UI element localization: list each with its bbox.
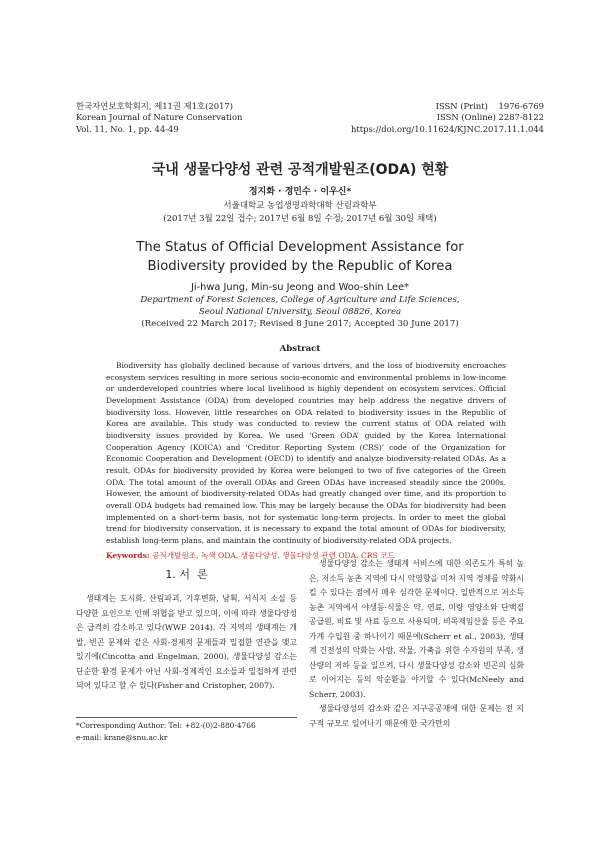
dates-english: (Received 22 March 2017; Revised 8 June 2017; Accepted 30 June 2017) [141, 319, 459, 329]
authors-english: Ji-hwa Jung, Min-su Jeong and Woo-shin Lee* [191, 282, 409, 293]
volume-pages: Vol. 11, No. 1, pp. 44-49 [76, 123, 179, 134]
keywords-label: Keywords: [106, 551, 150, 560]
intro-paragraph-2: 생물다양성 감소는 생태계 서비스에 대한 의존도가 특히 높은, 저소득 농촌 지역에 다시 악영향을 미쳐 지역 경제를 약화시킬 수 있다는 점에서 매우 심각한 문제이다. 일반적으로 저소득 농촌 지역에서 야생동·식물은 약, 연료, 미량 영양소와 단백질 공급원, 비료 및 사료 등으로 사용되며, 비목재임산물 등은 주요 가계 수입원 중 하나이기 때문에(Scherr et al., 2003), 생태계 건전성의 악화는 사람, 작물, 가축을 위한 수자원의 부족, 생산량의 저하 등을 일으켜, 다시 생물다양성 감소와 빈곤의 심화로 이어지는 등의 악순환을 야기할 수 있다(McNeely and Scherr, 2003). [309, 559, 524, 699]
affiliation-korean: 서울대학교 농업생명과학대학 산림과학부 [223, 201, 377, 211]
abstract-heading: Abstract [279, 344, 321, 354]
title-korean: 국내 생물다양성 관련 공적개발원조(ODA) 현황 [151, 162, 449, 178]
dates-korean: (2017년 3월 22일 접수; 2017년 6월 8일 수정; 2017년 6월 30일 채택) [163, 214, 437, 224]
title-english-line2: Biodiversity provided by the Republic of Korea [147, 259, 453, 274]
footnote-divider [76, 717, 297, 718]
issn-online: ISSN (Online) 2287-8122 [436, 112, 544, 123]
section-heading-introduction: 1. 서 론 [165, 568, 208, 581]
journal-header-left [76, 101, 242, 135]
title-english [0, 238, 600, 276]
title-english-line1: The Status of Official Development Assistance for [136, 240, 464, 255]
footnote-phone: *Corresponding Author: Tel: +82-(0)2-880-4766 [76, 721, 256, 730]
right-column [309, 557, 524, 732]
issn-print: ISSN (Print) 1976-6769 [435, 101, 544, 111]
affiliation-english [0, 295, 600, 318]
journal-name-english: Korean Journal of Nature Conservation [76, 112, 243, 123]
corresponding-author-footnote [76, 720, 306, 743]
affiliation-english-line2: Seoul National University, Seoul 08826, Korea [198, 306, 402, 317]
doi-link[interactable]: https://doi.org/10.11624/KJNC.2017.11.1.044 [351, 123, 544, 134]
footnote-email[interactable]: e-mail: krane@snu.ac.kr [76, 732, 168, 742]
authors-korean: 정지화 · 정민수 · 이우신* [248, 187, 352, 197]
keywords-text: 공적개발원조, 녹색 ODA, 생물다양성, 생물다양성 관련 ODA, CRS 코드 [152, 551, 395, 560]
left-column [76, 560, 297, 694]
intro-paragraph-1: 생태계는 도시화, 산림파괴, 기후변화, 남획, 서식지 소실 등 다양한 요인으로 인해 위협을 받고 있으며, 이에 따라 생물다양성은 급격히 감소하고 있다(WWF 2014). 각 지역의 생태계는 개발, 빈곤 문제와 같은 사회-경제적 문제들과 밀접한 연관을 맺고 있기에(Cincotta and Engelman, 2000), 생물다양성 감소는 단순한 환경 문제가 아닌 사회-경제적인 요소들과 밀접하게 관련되어 있다고 할 수 있다(Fisher and Cristopher, 2007). [76, 594, 297, 691]
journal-name-korean: 한국자연보호학회지, 제11권 제1호(2017) [76, 101, 233, 111]
abstract-text: Biodiversity has globally declined because of various drivers, and the loss of biodiversity encroaches ecosystem services resulting in more serious socio-economic and environmental problems in low-income or underdeveloped countries where local livelihood is highly dependent on ecosystem services. Official Development Assistance (ODA) from developed countries may help address the negative drivers of biodiversity loss. However, little researches on ODA related to biodiversity issues in the Republic of Korea are available. This study was conducted to review the current status of ODA related with biodiversity issues provided by Korea. We used ‘Green ODA’ guided by the Korea International Cooperation Agency (KOICA) and ‘Creditor Reporting System (CRS)’ code of the Organization for Economic Cooperation and Development (OECD) to identify and analyze biodiversity-related ODAs. As a result, ODAs for biodiversity provided by Korea were belonged to two of five categories of the Green ODA. The total amount of the overall ODAs and Green ODAs have increased steadily since the 2000s. However, the amount of biodiversity-related ODAs had greatly changed over time, and its proportion to overall ODA budgets had remained low. This may be largely because the ODAs for biodiversity had been implemented on a short-term basis, not for systematic long-term projects. In order to meet the global trend for biodiversity conservation, it is necessary to expand the total amount of ODAs for biodiversity, establish long-term plans, and maintain the continuity of biodiversity-related ODA projects. [106, 361, 506, 545]
affiliation-english-line1: Department of Forest Sciences, College of Agriculture and Life Sciences, [140, 295, 460, 305]
journal-header-right [351, 101, 544, 135]
intro-paragraph-3: 생물다양성의 감소와 같은 지구공공재에 대한 문제는 전 지구적 규모로 일어나기 때문에 한 국가만의 [309, 704, 524, 729]
